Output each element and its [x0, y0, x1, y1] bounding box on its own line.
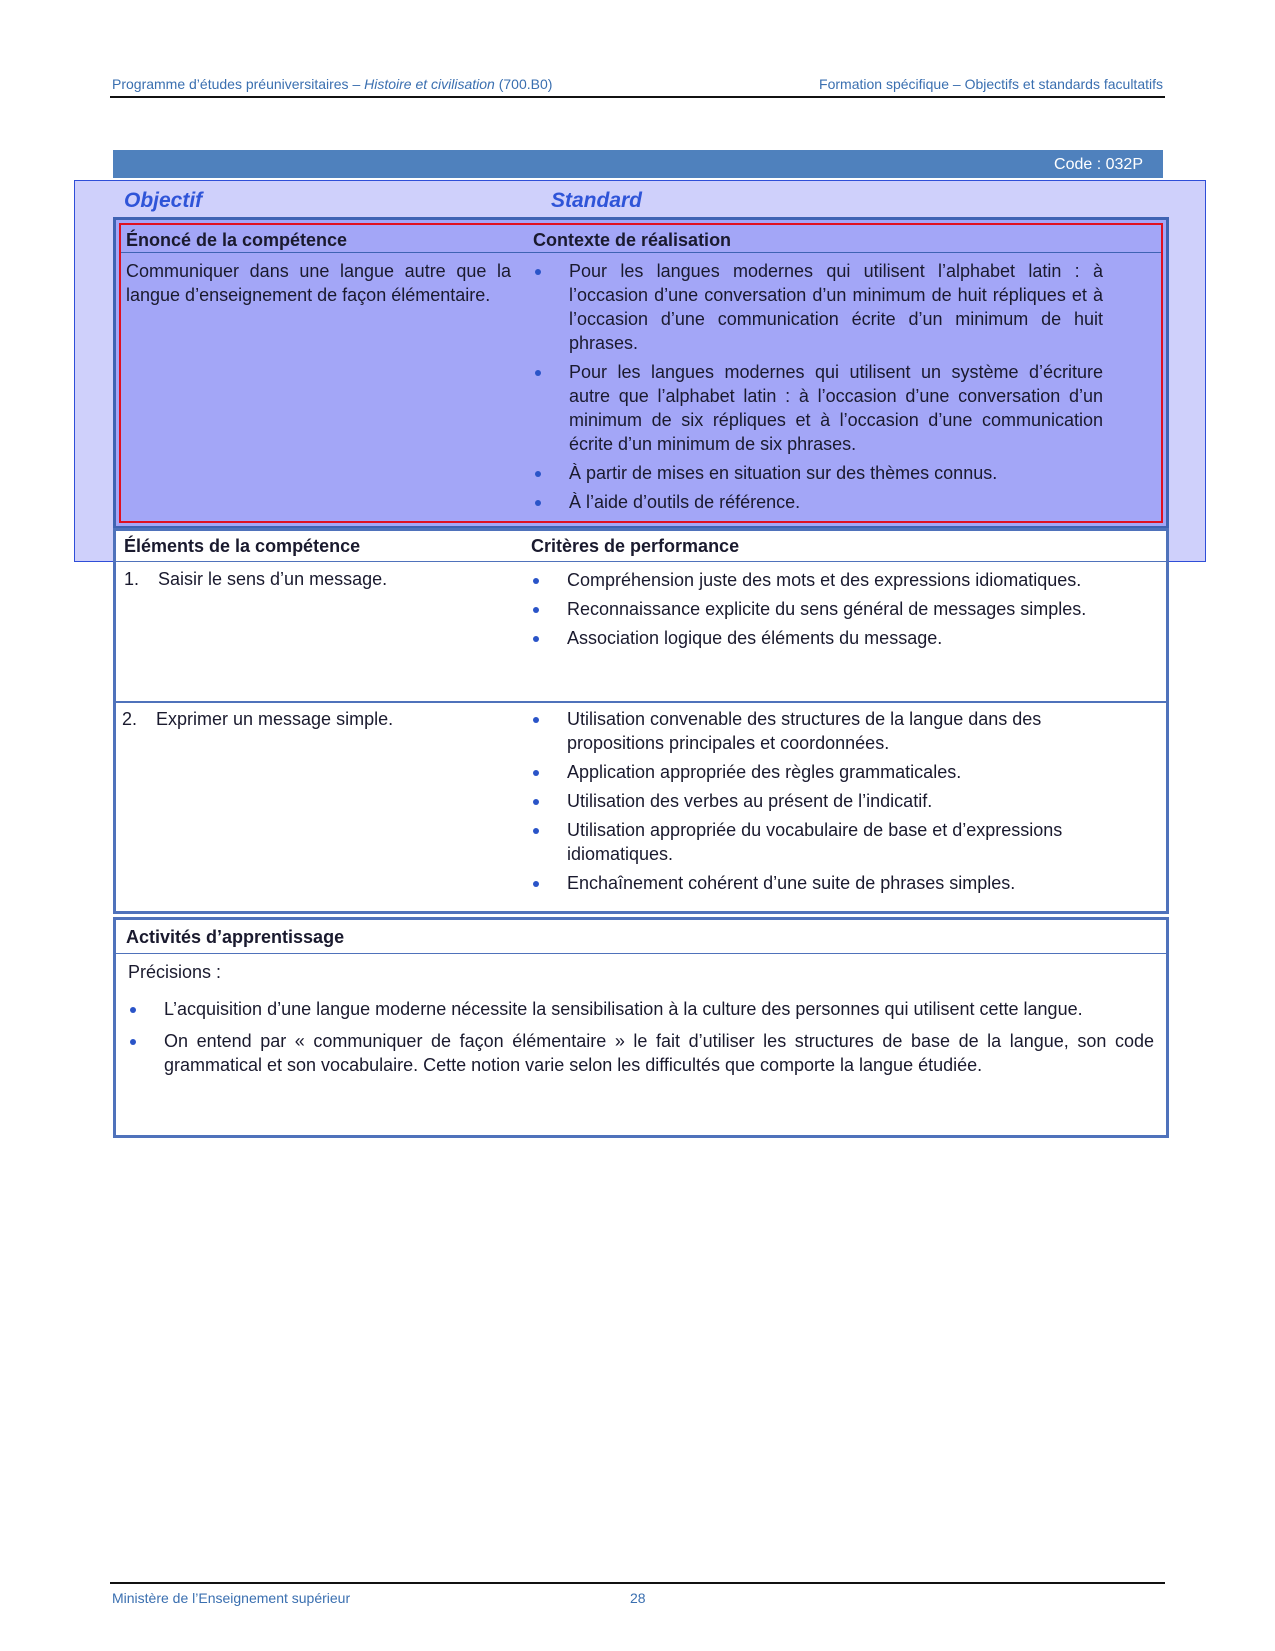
footer-ministry: Ministère de l’Enseignement supérieur	[112, 1590, 351, 1606]
bullet-icon	[533, 636, 539, 642]
header-program: Programme d’études préuniversitaires – Histoire et civilisation (700.B0)	[112, 76, 553, 92]
running-footer	[110, 1582, 1165, 1606]
list-item: Utilisation des verbes au présent de l’indicatif.	[531, 789, 1106, 813]
bullet-icon	[535, 471, 541, 477]
list-item: À l’aide d’outils de référence.	[533, 490, 1103, 514]
bullet-icon	[535, 269, 541, 275]
bullet-icon	[533, 881, 539, 887]
standard-title: Standard	[551, 189, 643, 212]
competence-header-row	[121, 225, 1161, 253]
precisions-label: Précisions :	[128, 962, 222, 982]
bullet-icon	[130, 1039, 136, 1045]
page-number: 28	[630, 1590, 646, 1606]
list-item: Application appropriée des règles grammaticales.	[531, 760, 1106, 784]
activities-table	[113, 917, 1169, 1138]
list-item: Reconnaissance explicite du sens général de messages simples.	[531, 597, 1106, 621]
list-item: On entend par « communiquer de façon élémentaire » le fait d’utiliser les structures de base de la langue, son code grammatical et son vocabulaire. Cette notion varie selon les difficultés que comporte la langue étudiée.	[128, 1029, 1154, 1077]
element-2: 2. Exprimer un message simple.	[122, 709, 394, 729]
criteria-table	[113, 528, 1169, 914]
elements-heading: Éléments de la compétence	[124, 536, 361, 556]
list-item: Utilisation convenable des structures de la langue dans des propositions principales et coordonnées.	[531, 707, 1106, 755]
bullet-icon	[533, 578, 539, 584]
criteria-list-1	[531, 568, 1106, 655]
bullet-icon	[535, 370, 541, 376]
list-item: Association logique des éléments du message.	[531, 626, 1106, 650]
table-row	[116, 561, 1166, 703]
precisions-list	[128, 997, 1154, 1077]
criteria-header-row	[116, 531, 1166, 562]
enonce-text: Communiquer dans une langue autre que la langue d’enseignement de façon élémentaire.	[126, 261, 511, 305]
list-item: À partir de mises en situation sur des thèmes connus.	[533, 461, 1103, 485]
list-item: Compréhension juste des mots et des expressions idiomatiques.	[531, 568, 1106, 592]
bullet-icon	[533, 607, 539, 613]
bullet-icon	[533, 799, 539, 805]
table-row	[116, 703, 1166, 906]
criteria-list-2	[531, 707, 1106, 900]
activities-body	[128, 962, 1154, 1085]
competence-inner	[119, 223, 1163, 523]
bullet-icon	[535, 500, 541, 506]
bullet-icon	[130, 1007, 136, 1013]
activities-header-row	[116, 920, 1166, 954]
code-bar	[113, 150, 1163, 178]
bullet-icon	[533, 828, 539, 834]
header-section: Formation spécifique – Objectifs et standards facultatifs	[819, 76, 1163, 92]
bullet-icon	[533, 770, 539, 776]
objectif-title: Objectif	[124, 189, 203, 212]
bullet-icon	[533, 717, 539, 723]
contexte-heading: Contexte de réalisation	[533, 230, 732, 250]
list-item: Pour les langues modernes qui utilisent l’alphabet latin : à l’occasion d’une conversation d’un minimum de huit répliques et à l’occasion d’une communication écrite d’un minimum de huit phrases.	[533, 259, 1103, 355]
contexte-list	[533, 259, 1103, 519]
list-item: Utilisation appropriée du vocabulaire de base et d’expressions idiomatiques.	[531, 818, 1106, 866]
competence-table	[113, 217, 1169, 529]
running-header	[110, 74, 1165, 98]
list-item: Pour les langues modernes qui utilisent un système d’écriture autre que l’alphabet latin : à l’occasion d’une conversation d’un minimum de six répliques et à l’occasion d’une communication écrite d’un minimum de six phrases.	[533, 360, 1103, 456]
competency-code: Code : 032P	[1054, 156, 1143, 173]
list-item: Enchaînement cohérent d’une suite de phrases simples.	[531, 871, 1106, 895]
enonce-heading: Énoncé de la compétence	[126, 230, 348, 250]
activities-heading: Activités d’apprentissage	[126, 927, 345, 947]
criteres-heading: Critères de performance	[531, 536, 740, 556]
list-item: L’acquisition d’une langue moderne nécessite la sensibilisation à la culture des personnes qui utilisent cette langue.	[128, 997, 1154, 1021]
element-1: 1. Saisir le sens d’un message.	[124, 569, 388, 589]
